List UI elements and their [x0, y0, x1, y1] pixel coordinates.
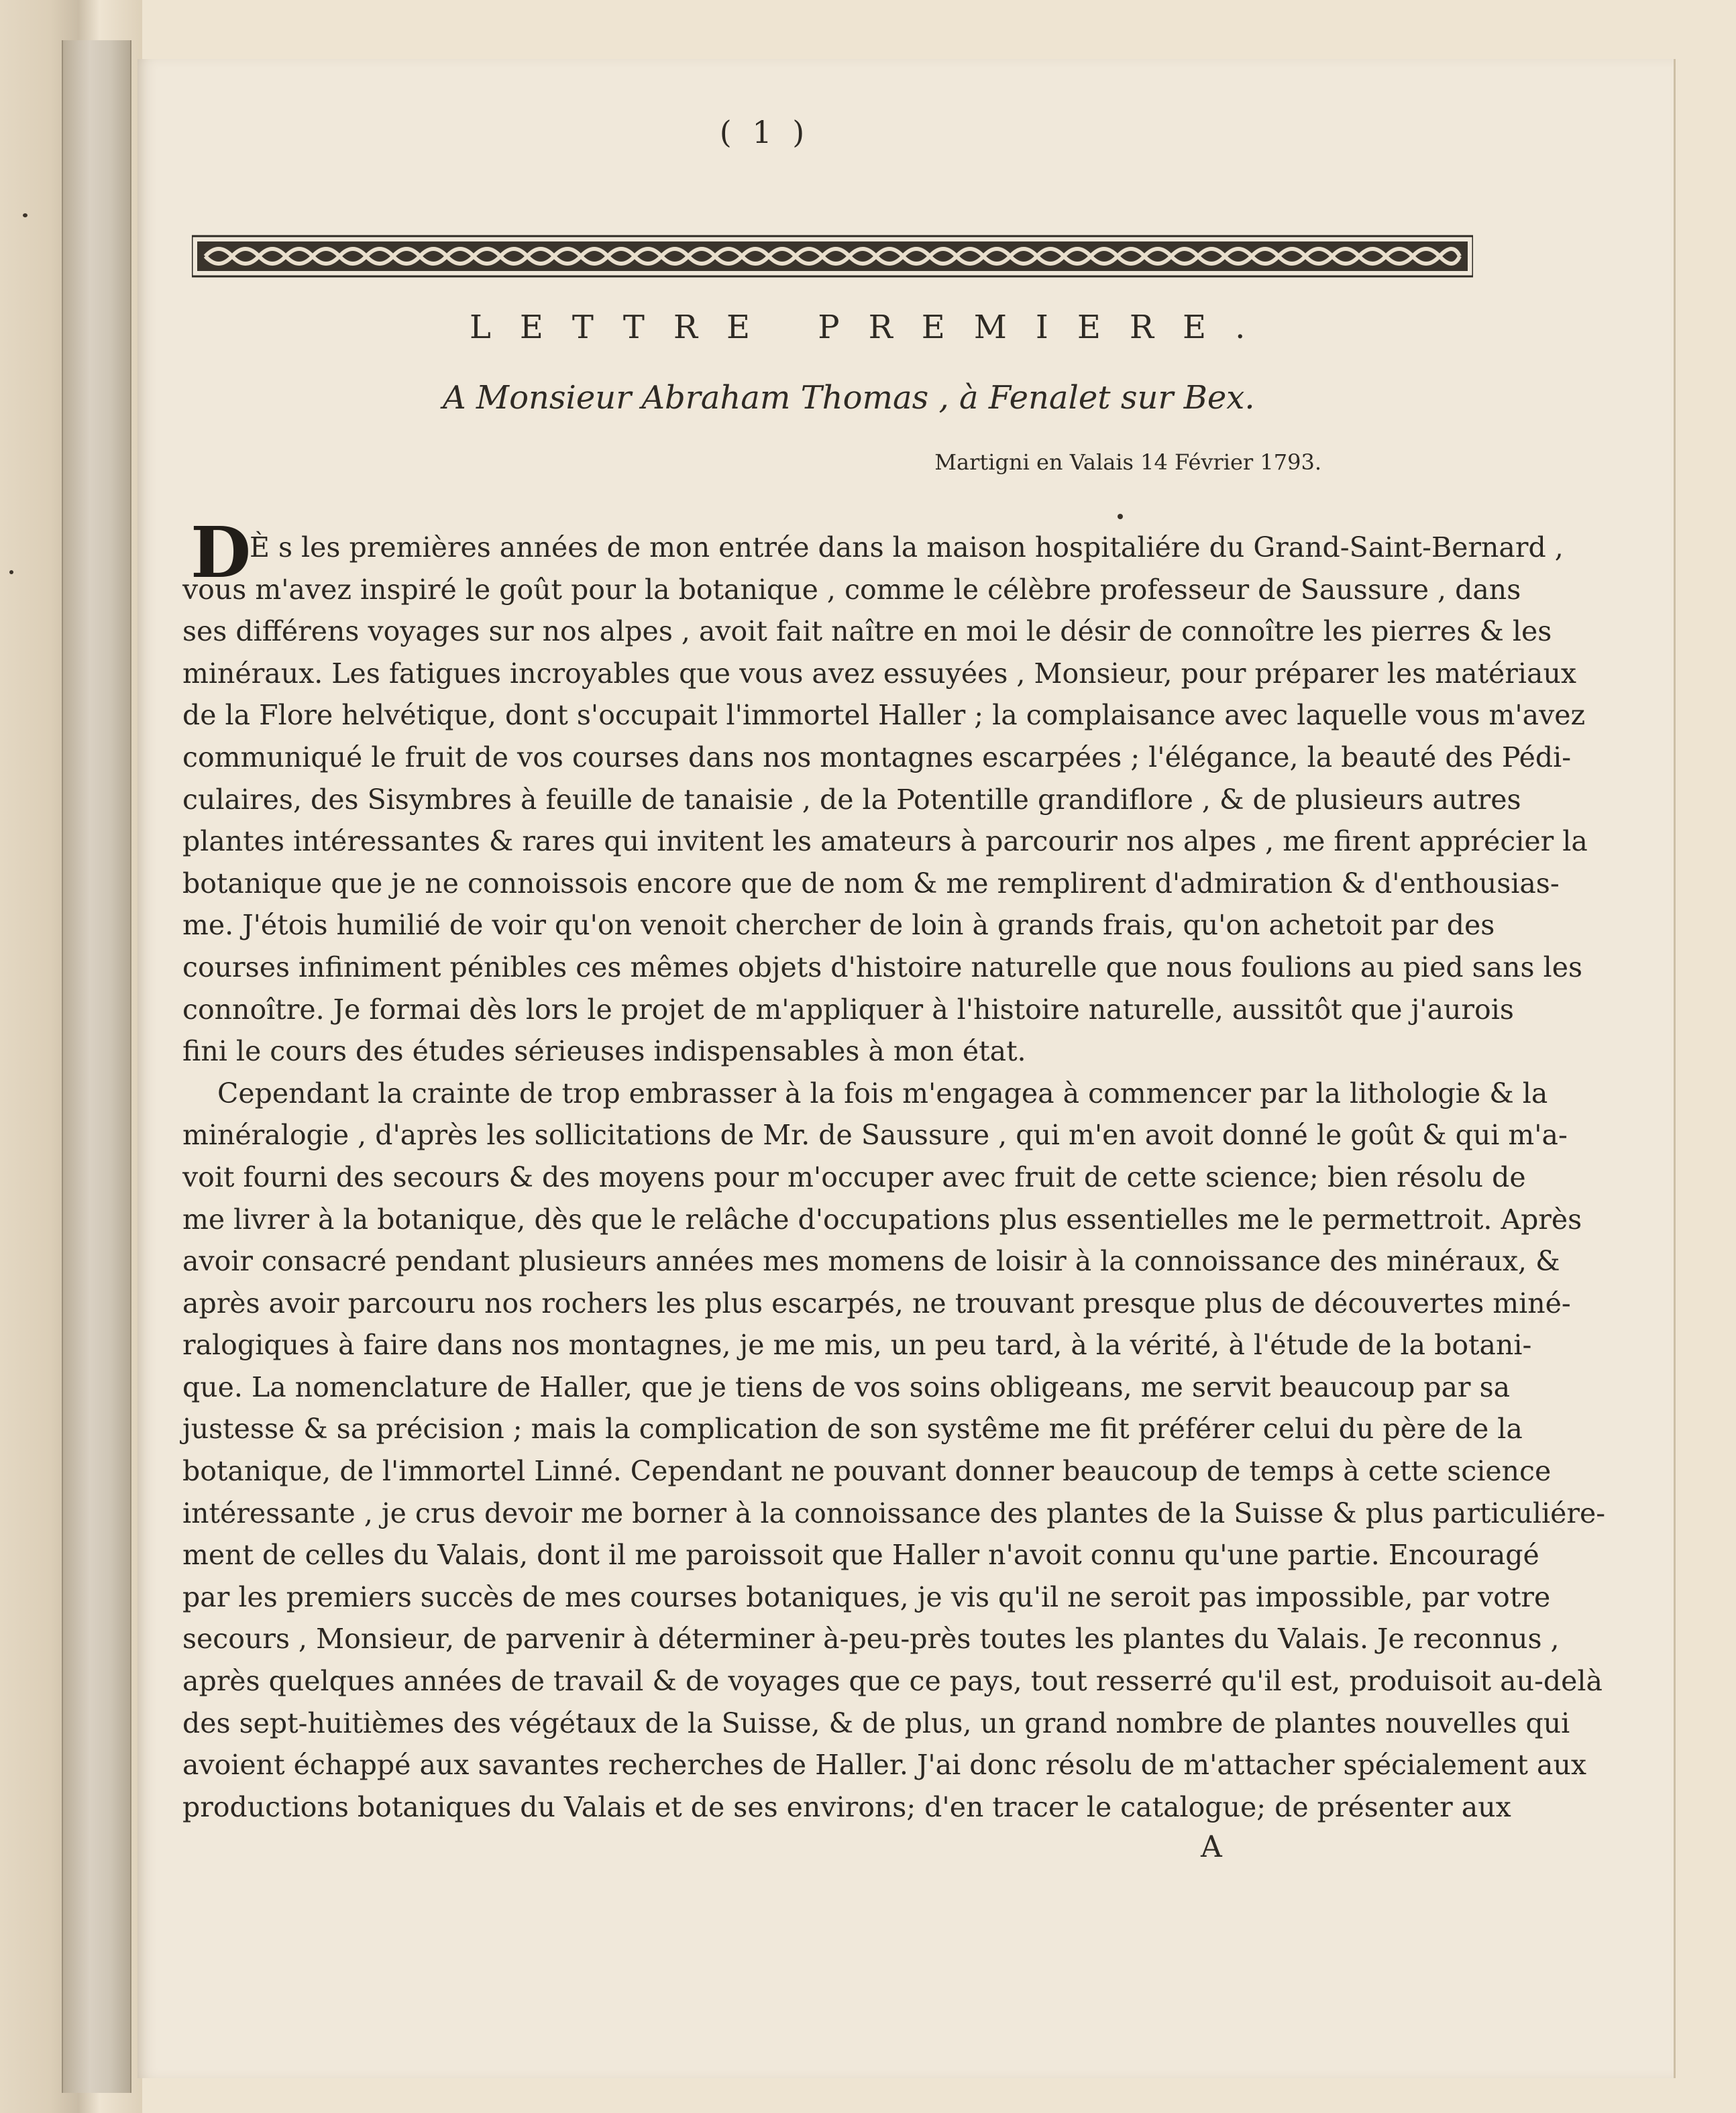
dateline: Martigni en Valais 14 Février 1793.	[934, 449, 1321, 475]
body-line: secours , Monsieur, de parvenir à déterminer à-peu-près toutes les plantes du Valais. Je reconnus ,	[182, 1623, 1560, 1656]
body-line: vous m'avez inspiré le goût pour la botanique , comme le célèbre professeur de Saussure , dans	[182, 573, 1521, 606]
body-line: que. La nomenclature de Haller, que je tiens de vos soins obligeans, me servit beaucoup par sa	[182, 1370, 1511, 1403]
body-line: après quelques années de travail & de voyages que ce pays, tout resserré qu'il est, produisoit au-delà	[182, 1665, 1603, 1698]
body-line: È s les premières années de mon entrée dans la maison hospitaliére du Grand-Saint-Bernard ,	[250, 531, 1564, 563]
body-line: courses infiniment pénibles ces mêmes objets d'histoire naturelle que nous foulions au pied sans les	[182, 951, 1582, 983]
ornamental-border	[192, 231, 1473, 282]
signature-mark: A	[1201, 1830, 1222, 1864]
body-line: avoient échappé aux savantes recherches de Haller. J'ai donc résolu de m'attacher spécialement aux	[182, 1749, 1586, 1782]
body-line: plantes intéressantes & rares qui invitent les amateurs à parcourir nos alpes , me firent apprécier la	[182, 825, 1588, 858]
body-line: de la Flore helvétique, dont s'occupait l'immortel Haller ; la complaisance avec laquelle vous m'avez	[182, 699, 1586, 732]
body-line: connoître. Je formai dès lors le projet de m'appliquer à l'histoire naturelle, aussitôt que j'aurois	[182, 993, 1514, 1026]
body-line: justesse & sa précision ; mais la complication de son systême me fit préférer celui du père de la	[182, 1413, 1523, 1446]
letter-body	[182, 527, 1606, 1828]
drop-cap: D	[191, 511, 252, 594]
body-line: avoir consacré pendant plusieurs années mes momens de loisir à la connoissance des minéraux, &	[182, 1245, 1560, 1278]
body-line: me. J'étois humilié de voir qu'on venoit chercher de loin à grands frais, qu'on achetoit par des	[182, 909, 1495, 942]
letter-title: LETTRE PREMIERE.	[470, 309, 1274, 346]
body-line: minéralogie , d'après les sollicitations de Mr. de Saussure , qui m'en avoit donné le goût & qui m'a-	[182, 1119, 1568, 1152]
foxing-spot	[1118, 514, 1123, 519]
body-line: botanique que je ne connoissois encore que de nom & me remplirent d'admiration & d'enthousias-	[182, 867, 1560, 900]
addressee-line: A Monsieur Abraham Thomas , à Fenalet sur Bex.	[443, 379, 1255, 417]
body-line: ralogiques à faire dans nos montagnes, je me mis, un peu tard, à la vérité, à l'étude de la botani-	[182, 1329, 1532, 1362]
body-line: ses différens voyages sur nos alpes , avoit fait naître en moi le désir de connoître les pierres & les	[182, 615, 1552, 648]
body-line: minéraux. Les fatigues incroyables que vous avez essuyées , Monsieur, pour préparer les matériaux	[182, 657, 1576, 690]
body-line: ment de celles du Valais, dont il me paroissoit que Haller n'avoit connu qu'une partie. Encouragé	[182, 1539, 1539, 1572]
body-line: intéressante , je crus devoir me borner à la connoissance des plantes de la Suisse & plus particuliére-	[182, 1497, 1606, 1529]
body-line: voit fourni des secours & des moyens pour m'occuper avec fruit de cette science; bien résolu de	[182, 1160, 1526, 1193]
body-line: des sept-huitièmes des végétaux de la Suisse, & de plus, un grand nombre de plantes nouvelles qui	[182, 1706, 1570, 1739]
body-line: après avoir parcouru nos rochers les plus escarpés, ne trouvant presque plus de découvertes miné-	[182, 1287, 1571, 1319]
foxing-spot	[23, 213, 28, 217]
body-line: par les premiers succès de mes courses botaniques, je vis qu'il ne seroit pas impossible, par votre	[182, 1580, 1551, 1613]
book-gutter	[62, 40, 131, 2093]
body-line: me livrer à la botanique, dès que le relâche d'occupations plus essentielles me le permettroit. Après	[182, 1203, 1582, 1236]
body-line: Cependant la crainte de trop embrasser à la fois m'engagea à commencer par la lithologie & la	[217, 1077, 1548, 1109]
page-number: ( 1 )	[719, 114, 810, 150]
body-line: culaires, des Sisymbres à feuille de tanaisie , de la Potentille grandiflore , & de plusieurs autres	[182, 783, 1521, 816]
body-line: botanique, de l'immortel Linné. Cependant ne pouvant donner beaucoup de temps à cette science	[182, 1455, 1552, 1488]
body-line: productions botaniques du Valais et de ses environs; d'en tracer le catalogue; de présenter aux	[182, 1790, 1511, 1823]
body-line: fini le cours des études sérieuses indispensables à mon état.	[182, 1035, 1026, 1068]
foxing-spot	[9, 570, 13, 574]
body-line: communiqué le fruit de vos courses dans nos montagnes escarpées ; l'élégance, la beauté des Pédi-	[182, 741, 1572, 773]
